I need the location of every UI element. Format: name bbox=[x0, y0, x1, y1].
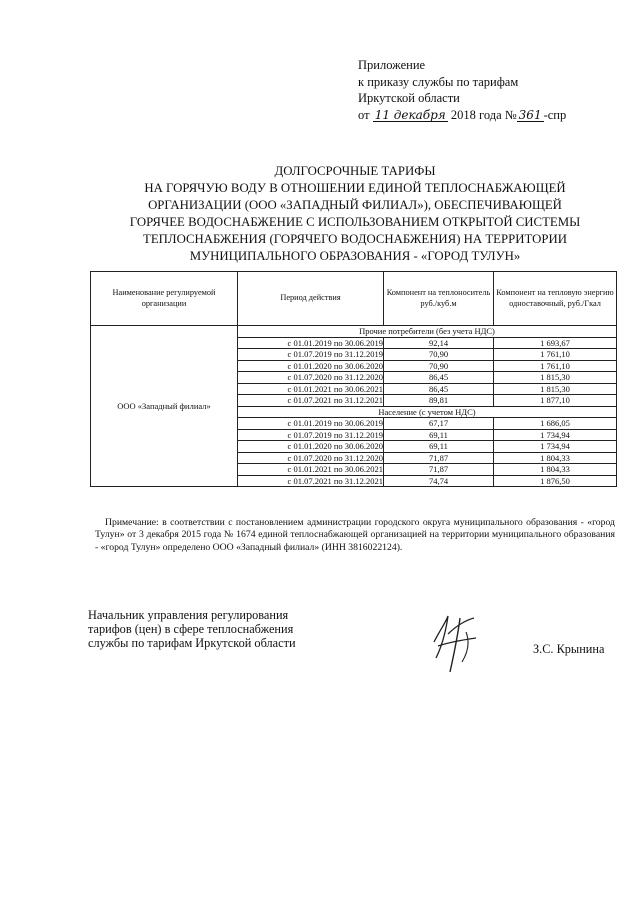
heat-energy-value: 1 815,30 bbox=[494, 372, 617, 384]
period-cell: с 01.07.2021 по 31.12.2021 bbox=[238, 395, 384, 407]
order-year-label: 2018 года № bbox=[450, 107, 517, 122]
heat-energy-value: 1 761,10 bbox=[494, 360, 617, 372]
heat-energy-value: 1 815,30 bbox=[494, 383, 617, 395]
title-line: ТЕПЛОСНАБЖЕНИЯ (ГОРЯЧЕГО ВОДОСНАБЖЕНИЯ) НА ТЕРРИТОРИИ bbox=[143, 232, 567, 246]
tariffs-table-body bbox=[91, 326, 617, 487]
heat-carrier-value: 74,74 bbox=[384, 475, 494, 487]
title-line: МУНИЦИПАЛЬНОГО ОБРАЗОВАНИЯ - «ГОРОД ТУЛУН» bbox=[189, 249, 521, 263]
period-cell: с 01.07.2021 по 31.12.2021 bbox=[238, 475, 384, 487]
heat-energy-value: 1 734,94 bbox=[494, 441, 617, 453]
heat-energy-value: 1 734,94 bbox=[494, 429, 617, 441]
title-line: НА ГОРЯЧУЮ ВОДУ В ОТНОШЕНИИ ЕДИНОЙ ТЕПЛОСНАБЖАЮЩЕЙ bbox=[144, 181, 566, 195]
position-line: тарифов (цен) в сфере теплоснабжения bbox=[88, 622, 294, 637]
order-suffix: -спр bbox=[543, 107, 567, 122]
period-cell: с 01.07.2020 по 31.12.2020 bbox=[238, 372, 384, 384]
signatory-position bbox=[88, 608, 296, 651]
signer-name: З.С. Крынина bbox=[533, 642, 605, 656]
handwritten-signature bbox=[426, 612, 484, 674]
group-row bbox=[91, 326, 617, 338]
heat-energy-value: 1 877,10 bbox=[494, 395, 617, 407]
period-cell: с 01.01.2021 по 30.06.2021 bbox=[238, 464, 384, 476]
heat-energy-value: 1 686,05 bbox=[494, 418, 617, 430]
appendix-line-3: Иркутской области bbox=[358, 91, 460, 105]
consumer-group-label: Население (с учетом НДС) bbox=[238, 406, 617, 418]
heat-energy-value: 1 693,67 bbox=[494, 337, 617, 349]
period-cell: с 01.07.2020 по 31.12.2020 bbox=[238, 452, 384, 464]
header-organization: Наименование регулируемой организации bbox=[91, 272, 238, 326]
period-cell: с 01.01.2019 по 30.06.2019 bbox=[238, 337, 384, 349]
period-cell: с 01.01.2020 по 30.06.2020 bbox=[238, 441, 384, 453]
heat-energy-value: 1 804,33 bbox=[494, 452, 617, 464]
appendix-header bbox=[358, 57, 566, 123]
consumer-group-label: Прочие потребители (без учета НДС) bbox=[238, 326, 617, 338]
heat-energy-value: 1 804,33 bbox=[494, 464, 617, 476]
heat-carrier-value: 71,87 bbox=[384, 452, 494, 464]
heat-carrier-value: 69,11 bbox=[384, 429, 494, 441]
period-cell: с 01.07.2019 по 31.12.2019 bbox=[238, 429, 384, 441]
organization-name: ООО «Западный филиал» bbox=[91, 326, 238, 487]
heat-carrier-value: 71,87 bbox=[384, 464, 494, 476]
header-heat-carrier-component: Компонент на теплоноситель руб./куб.м bbox=[384, 272, 494, 326]
appendix-line-2: к приказу службы по тарифам bbox=[358, 74, 519, 89]
period-cell: с 01.01.2020 по 30.06.2020 bbox=[238, 360, 384, 372]
appendix-line-1: Приложение bbox=[358, 58, 426, 72]
heat-carrier-value: 70,90 bbox=[384, 349, 494, 361]
tariffs-table bbox=[90, 271, 617, 487]
heat-carrier-value: 70,90 bbox=[384, 360, 494, 372]
position-line: Начальник управления регулирования bbox=[88, 608, 289, 622]
period-cell: с 01.07.2019 по 31.12.2019 bbox=[238, 349, 384, 361]
heat-carrier-value: 67,17 bbox=[384, 418, 494, 430]
order-date-line bbox=[358, 107, 566, 124]
period-cell: с 01.01.2019 по 30.06.2019 bbox=[238, 418, 384, 430]
period-cell: с 01.01.2021 по 30.06.2021 bbox=[238, 383, 384, 395]
heat-carrier-value: 89,81 bbox=[384, 395, 494, 407]
position-line: службы по тарифам Иркутской области bbox=[88, 636, 296, 651]
note-paragraph: Примечание: в соответствии с постановлением администрации городского округа муниципального образования - «город Тулун» от 3 декабря 2015 года № 1674 единой теплоснабжающей организацией на территории муниципального образования - «город Тулун» определено ООО «Западный филиал» (ИНН 3816022124). bbox=[95, 517, 615, 553]
heat-carrier-value: 86,45 bbox=[384, 383, 494, 395]
title-line: ОРГАНИЗАЦИИ (ООО «ЗАПАДНЫЙ ФИЛИАЛ»), ОБЕСПЕЧИВАЮЩЕЙ bbox=[148, 198, 562, 212]
order-from-label: от bbox=[358, 107, 370, 122]
title-line: ДОЛГОСРОЧНЫЕ ТАРИФЫ bbox=[274, 164, 436, 178]
document-title bbox=[95, 163, 615, 265]
heat-energy-value: 1 761,10 bbox=[494, 349, 617, 361]
header-period: Период действия bbox=[238, 272, 384, 326]
order-number: 361 bbox=[518, 107, 542, 122]
heat-carrier-value: 69,11 bbox=[384, 441, 494, 453]
heat-carrier-value: 92,14 bbox=[384, 337, 494, 349]
order-day-month: 11 декабря bbox=[374, 107, 446, 122]
header-heat-energy-component: Компонент на тепловую энергию одноставочный, руб./Гкал bbox=[494, 272, 617, 326]
table-header-row bbox=[91, 272, 617, 326]
title-line: ГОРЯЧЕЕ ВОДОСНАБЖЕНИЕ С ИСПОЛЬЗОВАНИЕМ ОТКРЫТОЙ СИСТЕМЫ bbox=[129, 215, 581, 229]
heat-energy-value: 1 876,50 bbox=[494, 475, 617, 487]
heat-carrier-value: 86,45 bbox=[384, 372, 494, 384]
